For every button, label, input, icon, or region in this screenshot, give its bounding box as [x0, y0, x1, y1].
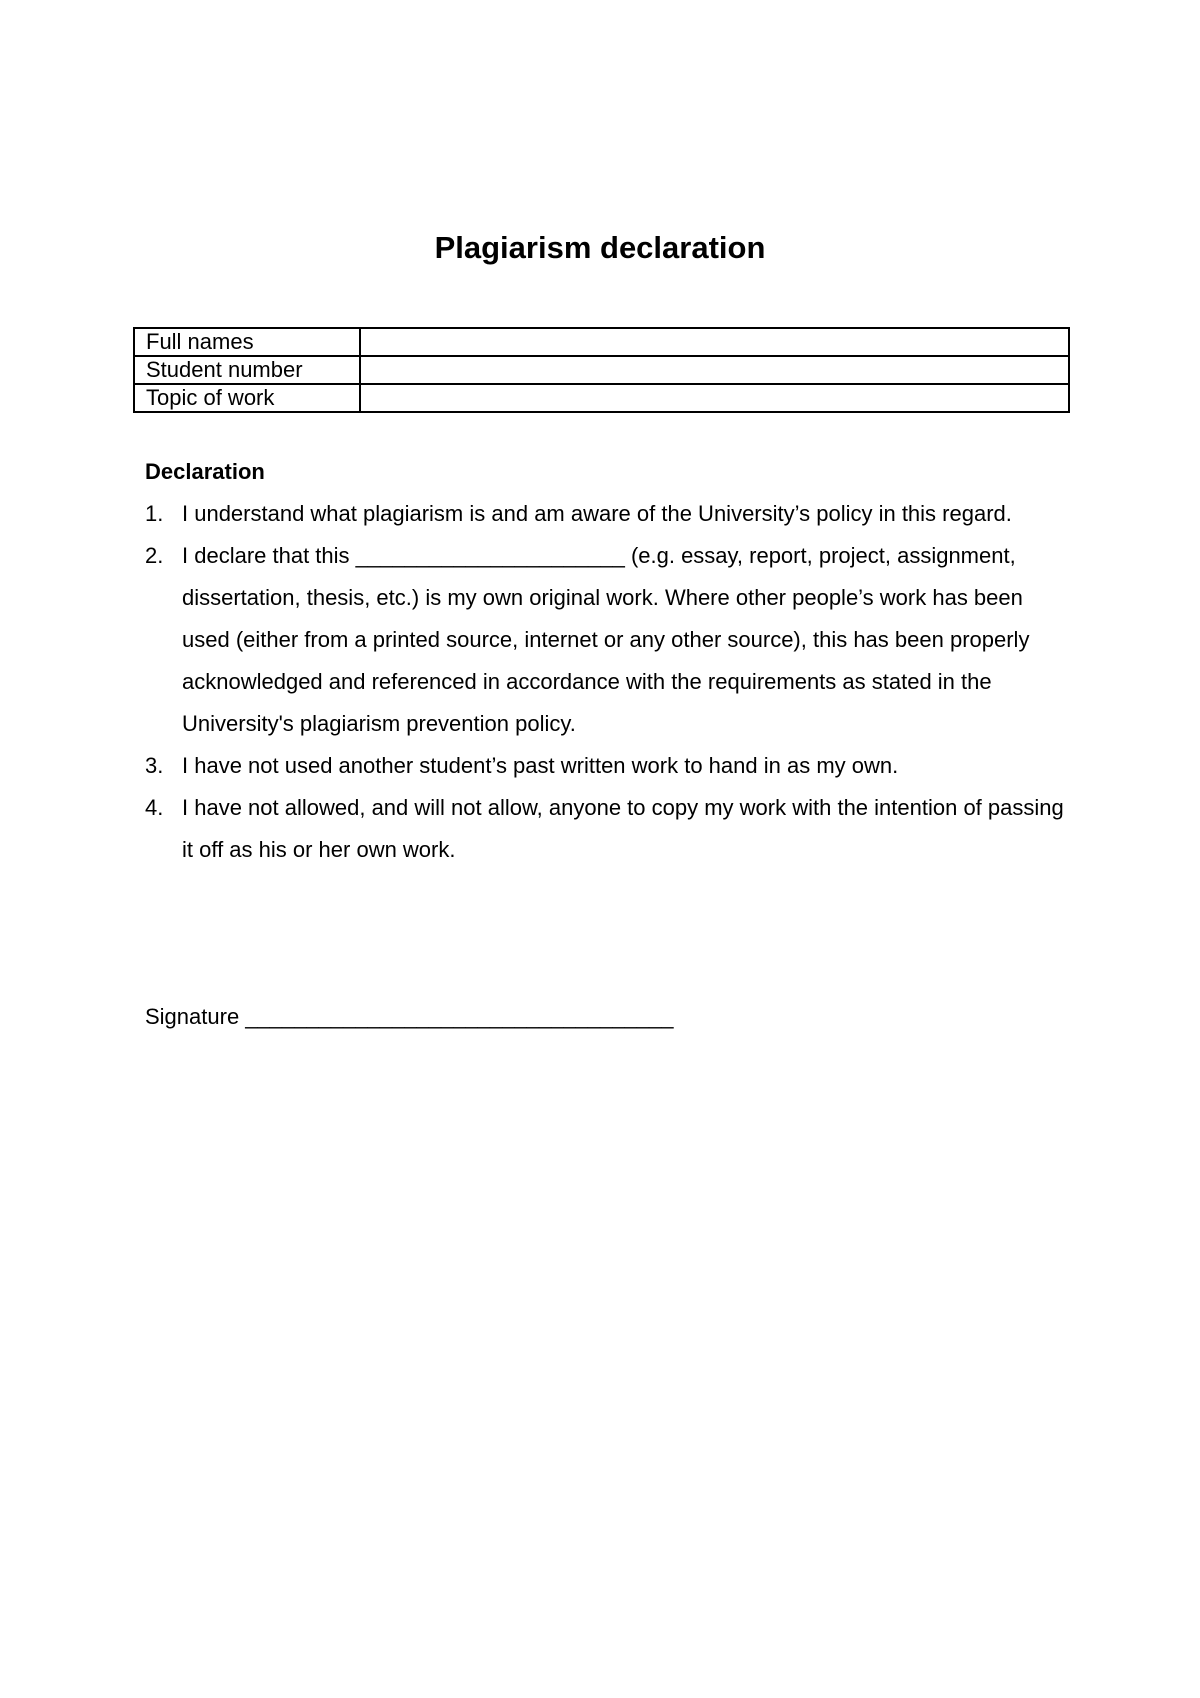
full-names-label: Full names	[134, 328, 360, 356]
list-item	[145, 535, 1075, 745]
list-item-text: I declare that this ______________________ (e.g. essay, report, project, assignment, dissertation, thesis, etc.) is my own original work. Where other people’s work has been used (either from a printed source, internet or any other source), this has been properly acknowledged and referenced in accordance with the requirements as stated in the University's plagiarism prevention policy.	[182, 543, 1030, 736]
declaration-heading: Declaration	[145, 459, 265, 484]
list-item-number: 1.	[145, 501, 164, 526]
table-row	[134, 356, 1069, 384]
topic-of-work-label: Topic of work	[134, 384, 360, 412]
page-title: Plagiarism declaration	[434, 230, 766, 265]
declaration-list	[145, 493, 1075, 871]
topic-of-work-field[interactable]	[360, 384, 1069, 412]
table-row	[134, 328, 1069, 356]
table-row	[134, 384, 1069, 412]
list-item-text: I have not used another student’s past written work to hand in as my own.	[182, 753, 899, 778]
signature-line[interactable]: Signature ___________________________________	[145, 1004, 674, 1029]
student-info-table	[133, 327, 1070, 413]
student-number-label: Student number	[134, 356, 360, 384]
list-item-number: 3.	[145, 753, 164, 778]
full-names-field[interactable]	[360, 328, 1069, 356]
list-item-number: 2.	[145, 543, 164, 568]
list-item	[145, 493, 1075, 535]
student-number-field[interactable]	[360, 356, 1069, 384]
list-item-text: I understand what plagiarism is and am aware of the University’s policy in this regard.	[182, 501, 1012, 526]
list-item	[145, 787, 1075, 871]
list-item-text: I have not allowed, and will not allow, anyone to copy my work with the intention of passing it off as his or her own work.	[182, 795, 1064, 862]
list-item-number: 4.	[145, 795, 164, 820]
list-item	[145, 745, 1075, 787]
